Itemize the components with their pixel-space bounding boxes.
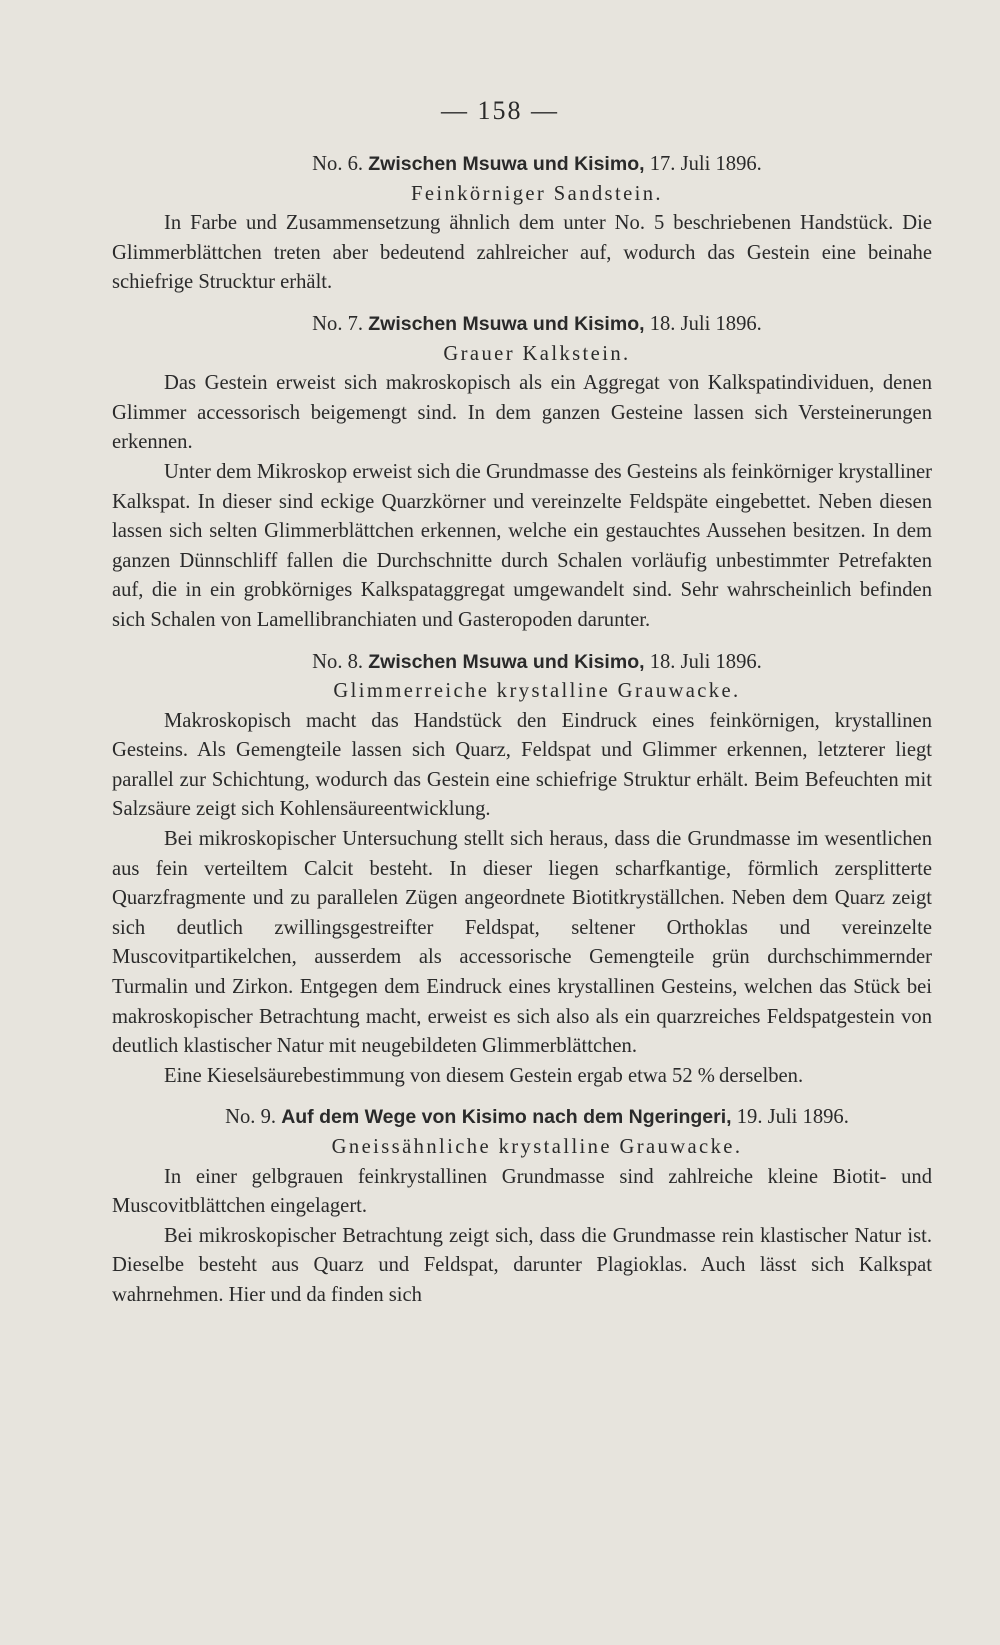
entry-place: Zwischen Msuwa und Kisimo, xyxy=(368,312,645,335)
entry-place: Auf dem Wege von Kisimo nach dem Ngeringeri, xyxy=(281,1106,732,1129)
rock-type-title: Grauer Kalkstein. xyxy=(443,342,631,365)
entry-number: No. 8. xyxy=(312,650,364,673)
entry-no-8 xyxy=(112,648,932,1092)
paragraph: In Farbe und Zusammensetzung ähnlich dem unter No. 5 beschriebenen Handstück. Die Glimmerblättchen treten aber bedeutend zahlreicher auf, wodurch das Gestein eine beinahe schiefrige Strucktur erhält. xyxy=(112,212,932,294)
entry-no-9 xyxy=(112,1103,932,1310)
entry-no-6 xyxy=(112,150,932,298)
entry-no-7 xyxy=(112,310,932,636)
entry-place: Zwischen Msuwa und Kisimo, xyxy=(368,153,645,175)
paragraph: Bei mikroskopischer Untersuchung stellt sich heraus, dass die Grundmasse im wesentlichen aus fein verteiltem Calcit besteht. In dieser liegen scharfkantige, förmlich zersplitterte Quarzfragmente und zu parallelen Zügen angeordnete Biotitkryställchen. Neben dem Quarz zeigt sich deutlich zwillingsgestreifter Feldspat, seltener Orthoklas und vereinzelte Muscovitpartikelchen, ausserdem als accessorische Gemengteile grün durchschimmernder Turmalin und Zirkon. Entgegen dem Eindruck eines krystallinen Gesteins, welchen das Stück bei makroskopischer Betrachtung macht, erweist es sich also als ein quarzreiches Feldspatgestein von deutlich klastischer Natur mit neugebildeten Glimmerblättchen. xyxy=(112,828,932,1058)
paragraph: Eine Kieselsäurebestimmung von diesem Gestein ergab etwa 52 % derselben. xyxy=(164,1064,804,1087)
entry-heading xyxy=(112,648,932,678)
entry-heading xyxy=(112,310,932,340)
entry-number: No. 7. xyxy=(312,312,364,335)
paragraph: Bei mikroskopischer Betrachtung zeigt sich, dass die Grundmasse rein klastischer Natur ist. Dieselbe besteht aus Quarz und Feldspat, darunter Plagioklas. Auch lässt sich Kalkspat wahrnehmen. Hier und da finden sich xyxy=(112,1224,932,1306)
entry-place: Zwischen Msuwa und Kisimo, xyxy=(368,650,645,673)
page-body xyxy=(112,150,932,1311)
entry-date: 17. Juli 1896. xyxy=(649,153,762,175)
entry-number: No. 9. xyxy=(225,1106,277,1129)
paragraph: Das Gestein erweist sich makroskopisch als ein Aggregat von Kalkspatindividuen, denen Glimmer accessorisch beigemengt sind. In dem ganzen Gesteine lassen sich Versteinerungen erkennen. xyxy=(112,372,932,454)
paragraph: Unter dem Mikroskop erweist sich die Grundmasse des Gesteins als feinkörniger krystalliner Kalkspat. In dieser sind eckige Quarzkörner und vereinzelte Feldspäte eingebettet. Neben diesen lassen sich selten Glimmerblättchen erkennen, welche ein gestauchtes Aussehen besitzen. In dem ganzen Dünnschliff fallen die Durchschnitte durch Schalen vorläufig unbestimmter Petrefakten auf, die in ein grobkörniges Kalkspataggregat umgewandelt sind. Sehr wahrscheinlich befinden sich Schalen von Lamellibranchiaten und Gasteropoden darunter. xyxy=(112,460,932,631)
page-number: — 158 — xyxy=(441,96,559,125)
entry-heading xyxy=(112,150,932,180)
rock-type-title: Feinkörniger Sandstein. xyxy=(411,182,663,205)
rock-type-title: Gneissähnliche krystalline Grauwacke. xyxy=(331,1136,743,1158)
entry-heading xyxy=(112,1103,932,1133)
entry-date: 18. Juli 1896. xyxy=(649,312,762,335)
paragraph: Makroskopisch macht das Handstück den Eindruck eines feinkörnigen, krystallinen Gesteins. Als Gemengteile lassen sich Quarz, Feldspat und Glimmer erkennen, letzterer liegt parallel zur Schichtung, wodurch das Gestein eine schiefrige Struktur erhält. Beim Befeuchten mit Salzsäure zeigt sich Kohlensäureentwicklung. xyxy=(112,709,932,821)
paragraph: In einer gelbgrauen feinkrystallinen Grundmasse sind zahlreiche kleine Biotit- und Muscovitblättchen eingelagert. xyxy=(112,1165,932,1218)
entry-date: 19. Juli 1896. xyxy=(736,1106,849,1129)
rock-type-title: Glimmerreiche krystalline Grauwacke. xyxy=(333,680,741,703)
entry-date: 18. Juli 1896. xyxy=(649,650,762,673)
entry-number: No. 6. xyxy=(312,153,364,175)
